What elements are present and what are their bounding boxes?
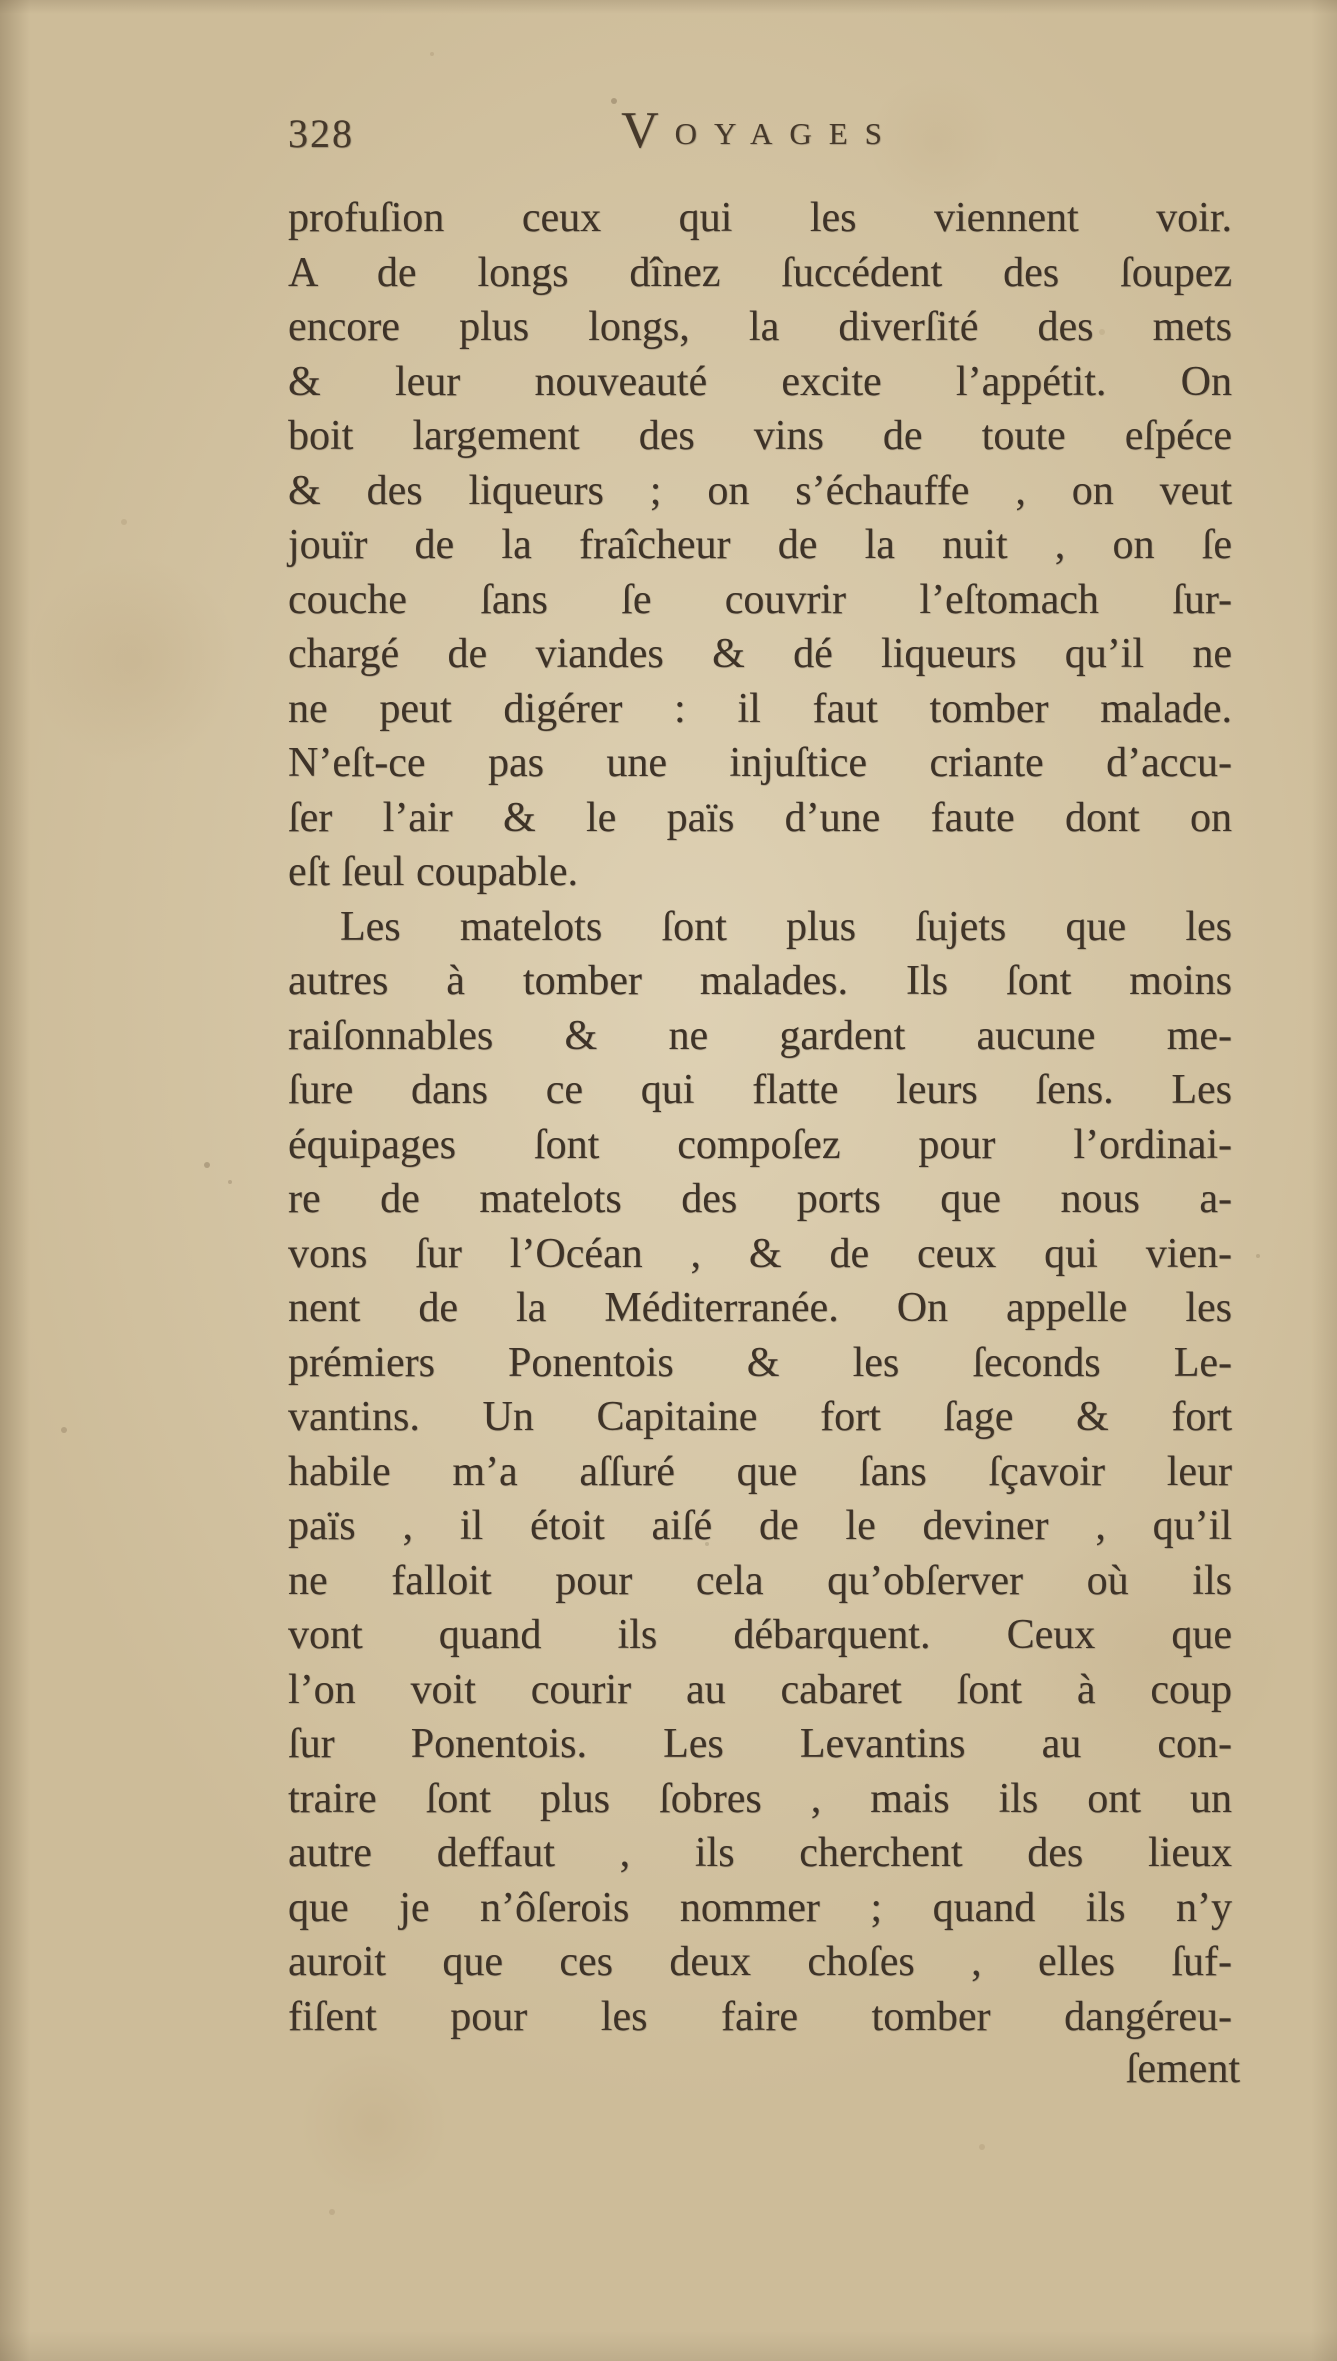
text-line: re de matelots des ports que nous a- (288, 1176, 1232, 1222)
text-line: chargé de viandes & dé liqueurs qu’il ne (288, 631, 1232, 677)
text-line: vont quand ils débarquent. Ceux que (288, 1612, 1232, 1658)
text-line: couche ſans ſe couvrir l’eſtomach ſur- (288, 576, 1232, 623)
text-line: autres à tomber malades. Ils ſont moins (288, 958, 1232, 1004)
running-title (288, 100, 1232, 165)
text-line: ne falloit pour cela qu’obſerver où ils (288, 1557, 1232, 1604)
text-line: païs , il étoit aiſé de le deviner , qu’il (288, 1503, 1232, 1549)
text-line: traire ſont plus ſobres , mais ils ont un (288, 1775, 1232, 1822)
text-line: jouïr de la fraîcheur de la nuit , on ſe (288, 522, 1232, 568)
catchword: ſement (1125, 2046, 1240, 2092)
text-block (288, 191, 1232, 2044)
text-line: ſer l’air & le païs d’une faute dont on (288, 794, 1232, 841)
text-line: & des liqueurs ; on s’échauffe , on veut (288, 467, 1232, 514)
text-line: Les matelots ſont plus ſujets que les (340, 903, 1232, 950)
text-line: vantins. Un Capitaine fort ſage & fort (288, 1394, 1232, 1440)
text-line: raiſonnables & ne gardent aucune me- (288, 1012, 1232, 1059)
text-line: & leur nouveauté excite l’appétit. On (288, 358, 1232, 405)
text-line: A de longs dînez ſuccédent des ſoupez (288, 249, 1232, 296)
text-line: que je n’ôſerois nommer ; quand ils n’y (288, 1884, 1232, 1931)
page-number: 328 (288, 111, 354, 156)
text-line: l’on voit courir au cabaret ſont à coup (288, 1666, 1232, 1713)
text-line: prémiers Ponentois & les ſeconds Le- (288, 1339, 1232, 1386)
catchword-line (288, 2042, 1240, 2097)
text-line: fiſent pour les faire tomber dangéreu- (288, 1993, 1232, 2040)
page-header (288, 100, 1232, 170)
text-line: vons ſur l’Océan , & de ceux qui vien- (288, 1230, 1232, 1277)
text-line: nent de la Méditerranée. On appelle les (288, 1285, 1232, 1331)
text-line: profuſion ceux qui les viennent voir. (288, 195, 1232, 241)
text-line: boit largement des vins de toute eſpéce (288, 413, 1232, 459)
text-line: encore plus longs, la diverſité des mets (288, 304, 1232, 350)
text-line: ne peut digérer : il faut tomber malade. (288, 685, 1232, 732)
text-line: ſure dans ce qui flatte leurs ſens. Les (288, 1067, 1232, 1113)
text-line: eſt ſeul coupable. (288, 849, 579, 895)
text-line: équipages ſont compoſez pour l’ordinai- (288, 1121, 1232, 1168)
running-title-initial: V (621, 102, 675, 159)
text-line: auroit que ces deux choſes , elles ſuf- (288, 1939, 1232, 1985)
text-line: N’eſt-ce pas une injuſtice criante d’accu- (288, 740, 1232, 786)
text-line: habile m’a aſſuré que ſans ſçavoir leur (288, 1448, 1232, 1495)
running-title-rest: OYAGES (674, 116, 899, 151)
text-line: ſur Ponentois. Les Levantins au con- (288, 1721, 1232, 1767)
text-line: autre deffaut , ils cherchent des lieux (288, 1830, 1232, 1876)
